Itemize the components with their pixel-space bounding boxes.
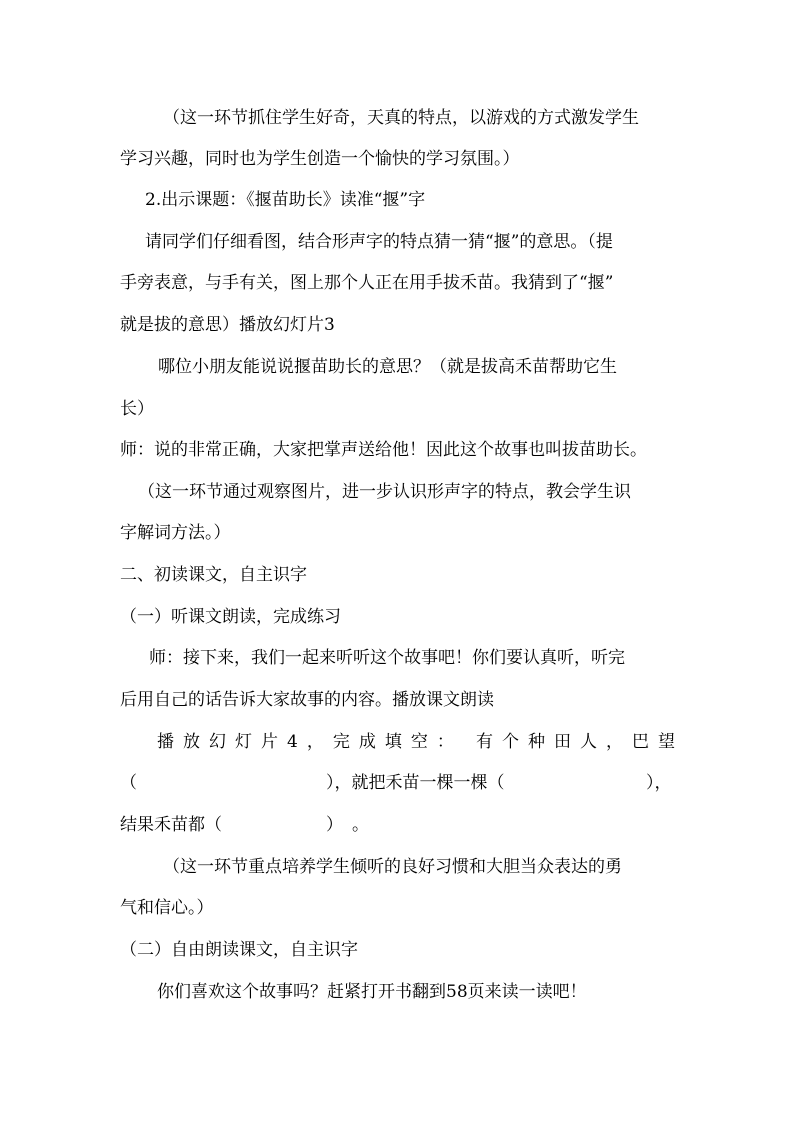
subsection-heading-1: （一）听课文朗读，完成练习 [120,607,341,627]
paragraph-guess-line-1: 请同学们仔细看图，结合形声字的特点猜一猜“揠”的意思。（提 [145,232,613,252]
paragraph-question-line-2: 长） [120,399,154,419]
paragraph-guess-line-3: 就是拔的意思）播放幻灯片3 [120,315,335,335]
paragraph-question-line-1: 哪位小朋友能说说揠苗助长的意思？（就是拔高禾苗帮助它生 [158,357,617,377]
paragraph-note-1-line-1: （这一环节抓住学生好奇，天真的特点，以游戏的方式激发学生 [163,108,639,128]
paragraph-guess-line-2: 手旁表意，与手有关，图上那个人正在用手拔禾苗。我猜到了“揠” [120,273,614,293]
section-item-2-title: 2.出示课题：《揠苗助长》读准“揠”字 [145,190,426,210]
section-heading-2: 二、初读课文，自主识字 [120,565,307,585]
paragraph-note-2-line-1: （这一环节通过观察图片，进一步认识形声字的特点，教会学生识 [138,482,631,502]
fill-in-blank-2-close: ）， [646,773,672,793]
paragraph-open-book: 你们喜欢这个故事吗？赶紧打开书翻到58页来读一读吧！ [157,982,587,1002]
fill-in-sentence-end: 结果禾苗都（ [120,815,222,835]
paragraph-note-1-line-2: 学习兴趣，同时也为学生创造一个愉快的学习氛围。） [120,149,520,169]
paragraph-note-2-line-2: 字解词方法。） [120,523,231,543]
subsection-heading-2: （二）自由朗读课文，自主识字 [120,940,358,960]
fill-in-blank-1-open: （ [120,773,137,793]
paragraph-note-3-line-2: 气和信心。） [120,898,214,918]
fill-in-period: 。 [352,815,369,835]
fill-in-sentence-middle: ），就把禾苗一棵一棵（ [326,773,505,793]
fill-in-sentence-start: 有个种田人，巴望 [476,732,684,752]
paragraph-teacher-praise: 师：说的非常正确，大家把掌声送给他！因此这个故事也叫拔苗助长。 [120,440,647,460]
paragraph-note-3-line-1: （这一环节重点培养学生倾听的良好习惯和大胆当众表达的勇 [163,857,622,877]
paragraph-listen-line-1: 师：接下来，我们一起来听听这个故事吧！你们要认真听，听完 [149,648,625,668]
paragraph-listen-line-2: 后用自己的话告诉大家故事的内容。播放课文朗读 [120,690,494,710]
fill-in-blank-3-close: ） [326,815,343,835]
fill-in-instruction: 播放幻灯片4，完成填空： [157,732,463,752]
